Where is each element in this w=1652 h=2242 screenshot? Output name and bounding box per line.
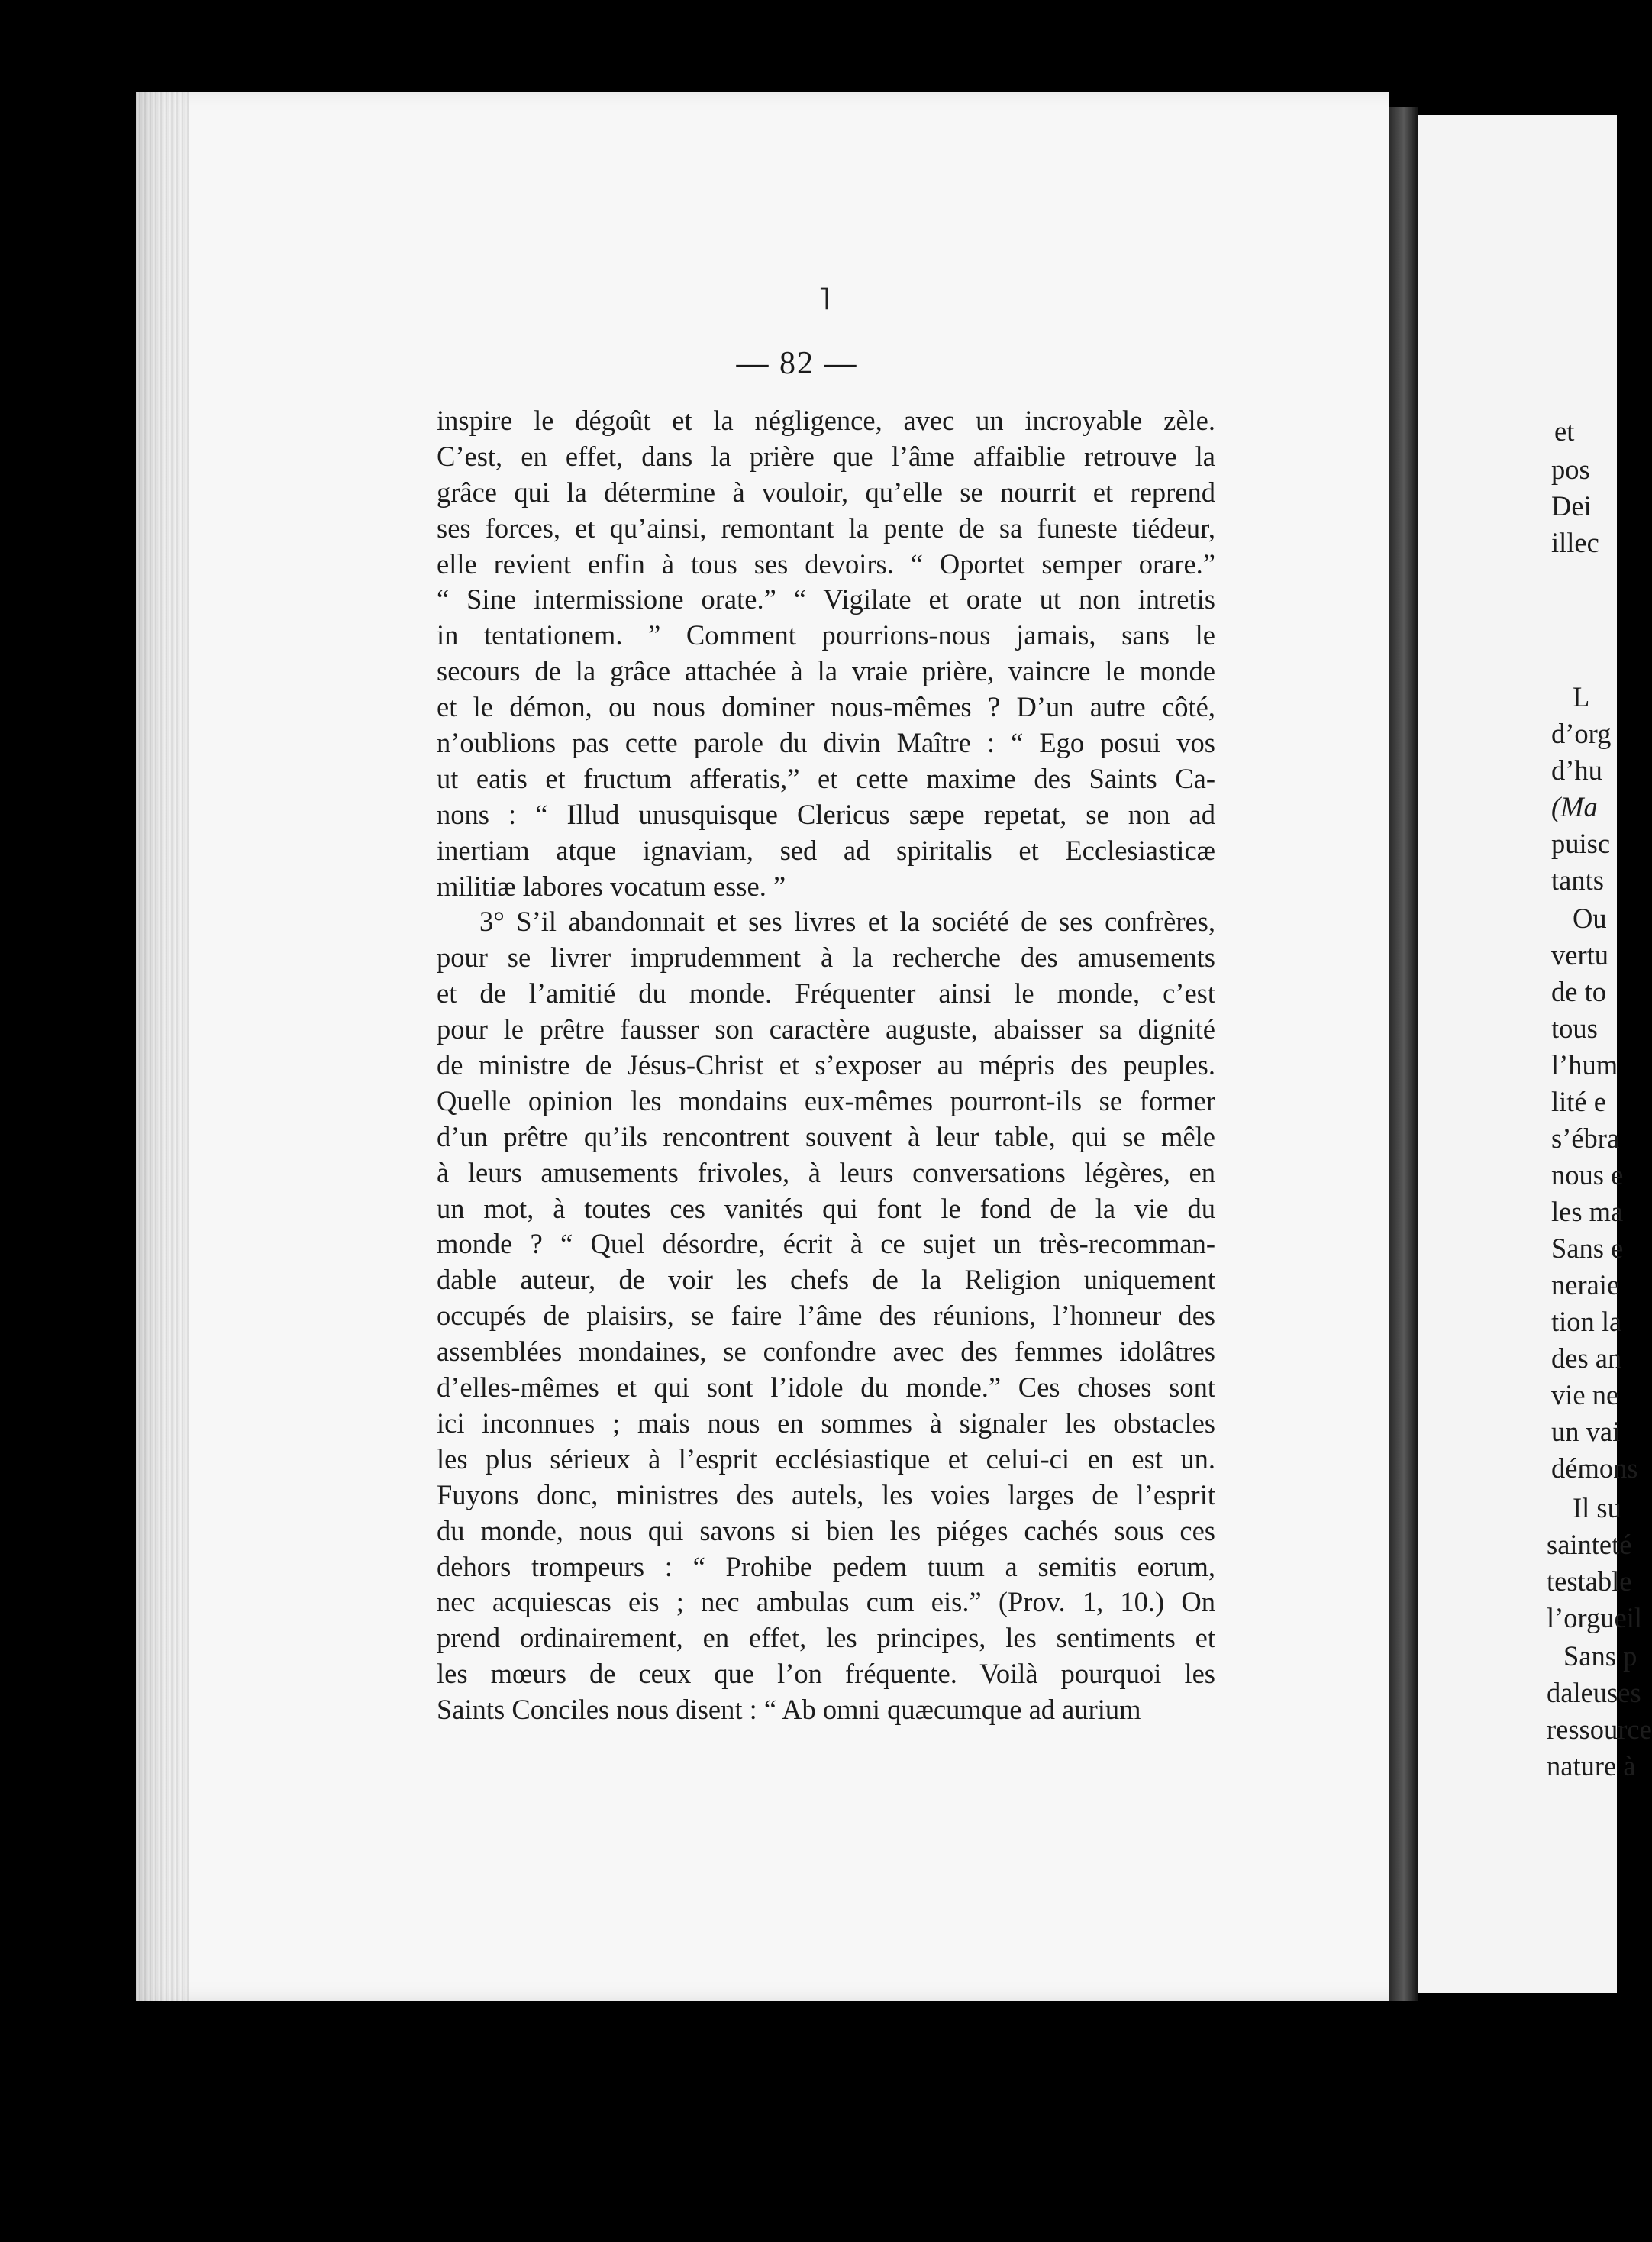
text-line: prend ordinairement, en effet, les principes, les sentiments et <box>437 1622 1215 1654</box>
right-text-fragment: de to <box>1551 976 1606 1007</box>
text-line: n’oublions pas cette parole du divin Maître : “ Ego posui vos <box>437 727 1215 759</box>
right-text-fragment: d’org <box>1551 718 1612 749</box>
main-text-block <box>437 403 1215 1728</box>
text-line: pour se livrer imprudemment à la recherche des amusements <box>437 942 1215 974</box>
right-text-fragment: puisc <box>1551 828 1611 859</box>
right-text-fragment: Dei <box>1551 490 1592 522</box>
right-text-fragment: Il su <box>1573 1492 1621 1523</box>
text-line: un mot, à toutes ces vanités qui font le fond de la vie du <box>437 1192 1215 1224</box>
right-text-fragment: et <box>1554 415 1575 447</box>
right-text-fragment: (Ma <box>1551 791 1598 822</box>
right-text-fragment: lité e <box>1551 1086 1606 1117</box>
right-text-fragment: démons <box>1551 1452 1638 1484</box>
text-line: les mœurs de ceux que l’on fréquente. Voilà pourquoi les <box>437 1658 1215 1690</box>
right-text-fragment: Sans p <box>1563 1640 1637 1672</box>
text-line: assemblées mondaines, se confondre avec des femmes idolâtres <box>437 1336 1215 1368</box>
text-line: dehors trompeurs : “ Prohibe pedem tuum a semitis eorum, <box>437 1550 1215 1582</box>
right-text-fragment: neraie <box>1551 1269 1620 1300</box>
text-line: grâce qui la détermine à vouloir, qu’elle se nourrit et reprend <box>437 476 1215 508</box>
text-line: Fuyons donc, ministres des autels, les voies larges de l’esprit <box>437 1478 1215 1510</box>
text-line: ici inconnues ; mais nous en sommes à signaler les obstacles <box>437 1407 1215 1439</box>
right-text-fragment: les ma <box>1551 1196 1624 1227</box>
right-text-fragment: d’hu <box>1551 754 1602 786</box>
text-line: de ministre de Jésus-Christ et s’exposer au mépris des peuples. <box>437 1049 1215 1081</box>
right-text-fragment: s’ébra <box>1551 1123 1620 1154</box>
text-line: nec acquiescas eis ; nec ambulas cum eis.” (Prov. 1, 10.) On <box>437 1586 1215 1618</box>
right-text-fragment: vie ne <box>1551 1379 1619 1410</box>
book-spine <box>1389 107 1418 2001</box>
right-text-fragment: tion la <box>1551 1306 1622 1337</box>
right-text-fragment: nature à <box>1547 1750 1636 1782</box>
stray-mark: ˥ <box>818 282 831 316</box>
right-text-fragment: L <box>1573 681 1590 712</box>
right-text-fragment: Sans e <box>1551 1232 1624 1264</box>
right-text-fragment: daleuses <box>1547 1677 1641 1708</box>
text-line: les plus sérieux à l’esprit ecclésiastique et celui-ci en est un. <box>437 1442 1215 1475</box>
text-line: dable auteur, de voir les chefs de la Religion uniquement <box>437 1264 1215 1296</box>
text-line: militiæ labores vocatum esse. ” <box>437 870 786 902</box>
text-line: ut eatis et fructum afferatis,” et cette maxime des Saints Ca- <box>437 762 1215 794</box>
text-line: Saints Conciles nous disent : “ Ab omni quæcumque ad aurium <box>437 1694 1141 1726</box>
text-line: à leurs amusements frivoles, à leurs conversations légères, en <box>437 1156 1215 1188</box>
right-text-fragment: l’orgueil <box>1547 1602 1643 1633</box>
text-line: “ Sine intermissione orate.” “ Vigilate et orate ut non intretis <box>437 583 1215 615</box>
text-line: in tentationem. ” Comment pourrions-nous jamais, sans le <box>437 619 1215 651</box>
right-text-fragment: tants <box>1551 864 1604 896</box>
text-line: ses forces, et qu’ainsi, remontant la pente de sa funeste tiédeur, <box>437 512 1215 544</box>
text-line: inspire le dégoût et la négligence, avec un incroyable zèle. <box>437 405 1215 436</box>
right-text-fragment: testable <box>1547 1565 1632 1597</box>
page-number: — 82 — <box>736 346 858 381</box>
text-line: d’elles-mêmes et qui sont l’idole du monde.” Ces choses sont <box>437 1371 1215 1404</box>
right-text-fragment: Ou <box>1573 903 1607 934</box>
text-line: occupés de plaisirs, se faire l’âme des réunions, l’honneur des <box>437 1300 1215 1332</box>
text-line: Quelle opinion les mondains eux-mêmes pourront-ils se former <box>437 1084 1215 1116</box>
text-line: nons : “ Illud unusquisque Clericus sæpe repetat, se non ad <box>437 798 1215 830</box>
text-line: et de l’amitié du monde. Fréquenter ainsi le monde, c’est <box>437 977 1215 1010</box>
text-line: secours de la grâce attachée à la vraie prière, vaincre le monde <box>437 655 1215 687</box>
text-line: 3° S’il abandonnait et ses livres et la société de ses confrères, <box>479 906 1215 938</box>
text-line: C’est, en effet, dans la prière que l’âme affaiblie retrouve la <box>437 440 1215 472</box>
text-line: inertiam atque ignaviam, sed ad spiritalis et Ecclesiasticæ <box>437 834 1215 866</box>
right-text-fragment: illec <box>1551 527 1599 558</box>
right-text-fragment: tous <box>1551 1013 1598 1044</box>
right-text-fragment: ressource <box>1547 1714 1652 1745</box>
text-line: pour le prêtre fausser son caractère auguste, abaisser sa dignité <box>437 1013 1215 1045</box>
text-line: d’un prêtre qu’ils rencontrent souvent à leur table, qui se mêle <box>437 1120 1215 1152</box>
right-text-fragment: nous e <box>1551 1159 1624 1190</box>
text-line: du monde, nous qui savons si bien les piéges cachés sous ces <box>437 1514 1215 1546</box>
text-line: elle revient enfin à tous ses devoirs. “ Oportet semper orare.” <box>437 548 1215 580</box>
right-text-fragment: des an <box>1551 1342 1622 1374</box>
right-text-fragment: l’hum <box>1551 1049 1618 1081</box>
right-text-fragment: vertu <box>1551 939 1608 971</box>
text-line: monde ? “ Quel désordre, écrit à ce sujet un très-recomman- <box>437 1228 1215 1260</box>
right-text-fragment: pos <box>1551 454 1590 485</box>
right-text-fragment: un vai <box>1551 1416 1621 1447</box>
text-line: et le démon, ou nous dominer nous-mêmes ? D’un autre côté, <box>437 691 1215 723</box>
right-text-fragment: sainteté <box>1547 1529 1632 1560</box>
